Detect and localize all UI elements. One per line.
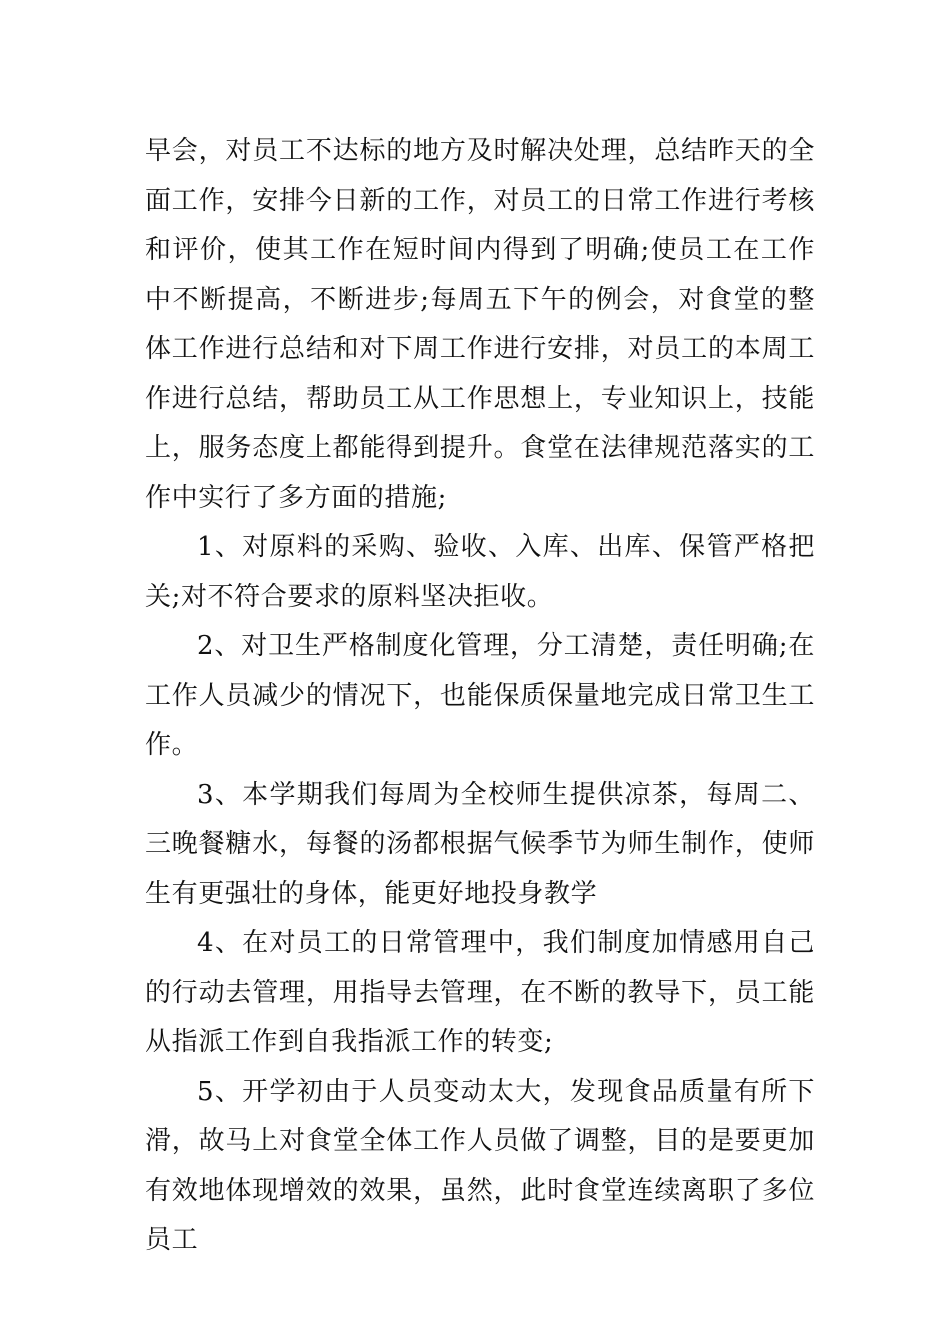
paragraph-item-5: 5、开学初由于人员变动太大，发现食品质量有所下滑，故马上对食堂全体工作人员做了调整，目的是要更加有效地体现增效的效果，虽然，此时食堂连续离职了多位员工	[145, 1076, 815, 1255]
paragraph-continuation: 早会，对员工不达标的地方及时解决处理，总结昨天的全面工作，安排今日新的工作，对员工的日常工作进行考核和评价，使其工作在短时间内得到了明确;使员工在工作中不断提高，不断进步;每周五下午的例会，对食堂的整体工作进行总结和对下周工作进行安排，对员工的本周工作进行总结，帮助员工从工作思想上，专业知识上，技能上，服务态度上都能得到提升。食堂在法律规范落实的工作中实行了多方面的措施;	[145, 136, 815, 513]
paragraph-item-3: 3、本学期我们每周为全校师生提供凉茶，每周二、三晚餐糖水，每餐的汤都根据气候季节为师生制作，使师生有更强壮的身体，能更好地投身教学	[145, 779, 815, 909]
paragraph-item-4: 4、在对员工的日常管理中，我们制度加情感用自己的行动去管理，用指导去管理，在不断的教导下，员工能从指派工作到自我指派工作的转变;	[145, 928, 815, 1057]
document-body	[145, 127, 815, 1266]
paragraph-item-2: 2、对卫生严格制度化管理，分工清楚，责任明确;在工作人员减少的情况下，也能保质保量地完成日常卫生工作。	[145, 631, 815, 760]
paragraph-item-1: 1、对原料的采购、验收、入库、出库、保管严格把关;对不符合要求的原料坚决拒收。	[145, 532, 815, 612]
